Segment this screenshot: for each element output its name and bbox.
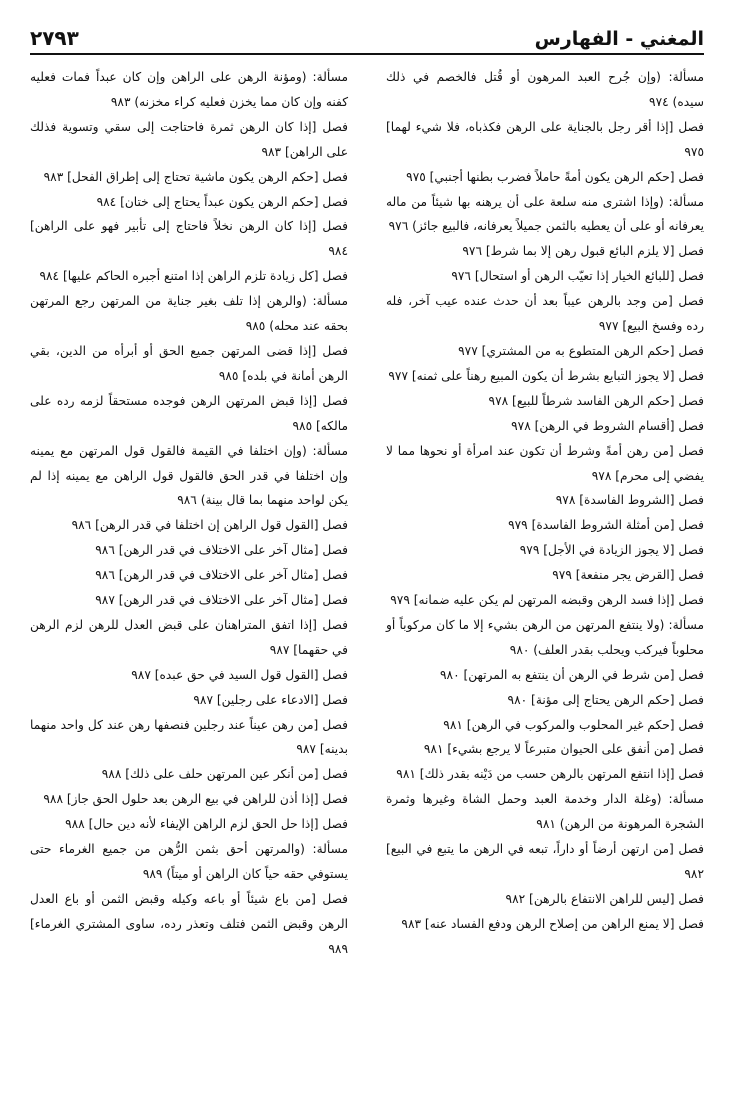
index-entry: فصل [مثال آخر على الاختلاف في قدر الرهن] ٩٨٧ [95,593,348,608]
index-entry: فصل [إذا أقر رجل بالجناية على الرهن فكذباه، فلا شيء لهما] ٩٧٥ [386,119,704,159]
index-entry: فصل [إذا اتفق المتراهنان على قبض العدل للرهن لزم الرهن في حقهما] ٩٨٧ [30,617,348,657]
index-entry: فصل [حكم الرهن يحتاج إلى مؤنة] ٩٨٠ [507,692,704,707]
index-entry: فصل [مثال آخر على الاختلاف في قدر الرهن] ٩٨٦ [95,543,348,558]
page-header [30,18,704,55]
index-entry: فصل [حكم الرهن يكون أمةً حاملاً فضرب بطنها أجنبي] ٩٧٥ [406,169,704,184]
index-entry: فصل [القرض يجر منفعة] ٩٧٩ [552,568,704,583]
index-entry: فصل [ليس للراهن الانتفاع بالرهن] ٩٨٢ [505,891,704,906]
index-entry: فصل [لا يجوز التبايع بشرط أن يكون المبيع رهناً على ثمنه] ٩٧٧ [388,368,704,383]
index-entry: فصل [من أنفق على الحيوان متبرعاً لا يرجع بشيء] ٩٨١ [423,742,704,757]
index-entry: فصل [إذا انتفع المرتهن بالرهن حسب من دَيْنه بقدر ذلك] ٩٨١ [396,767,704,782]
running-title: المغني - الفهارس [534,28,704,50]
index-entry: مسألة: (والمرتهن أحق بثمن الرُّهن من جميع الغرماء حتى يستوفي حقه حياً كان الراهن أو ميتاً) ٩٨٩ [30,842,348,881]
section-title: الفهارس [534,28,619,50]
index-entry: فصل [إذا قضى المرتهن جميع الحق أو أبرأه من الدين، بقي الرهن أمانة في بلده] ٩٨٥ [30,343,348,383]
index-entry: مسألة: (والرهن إذا تلف بغير جناية من المرتهن رجع المرتهن بحقه عند محله) ٩٨٥ [30,294,348,334]
index-entry: فصل [إذا كان الرهن نخلاً فاحتاج إلى تأبير فهو على الراهن] ٩٨٤ [30,219,348,259]
index-entry: فصل [من وجد بالرهن عيباً بعد أن حدث عنده عيب آخر، فله رده وفسخ البيع] ٩٧٧ [386,294,704,334]
index-entry: فصل [أقسام الشروط في الرهن] ٩٧٨ [511,418,704,433]
index-columns [30,65,704,962]
index-entry: مسألة: (وإذا اشترى منه سلعة على أن يرهنه بها شيئاً من ماله يعرفانه أو على أن يعطيه بالثمن جميلاً يعرفانه، فالبيع جائز) ٩٧٦ [386,194,704,234]
index-entry: فصل [الشروط الفاسدة] ٩٧٨ [555,493,704,508]
index-entry: فصل [القول قول السيد في حق عبده] ٩٨٧ [131,667,348,682]
index-entry: فصل [القول قول الراهن إن اختلفا في قدر الرهن] ٩٨٦ [71,518,348,533]
index-entry: فصل [كل زيادة تلزم الراهن إذا امتنع أجبره الحاكم عليها] ٩٨٤ [39,269,348,284]
index-entry: فصل [من باع شيئاً أو باعه وكيله وقبض الثمن أو باع العدل الرهن وقبض الثمن فتلف وتعذر رده، ساوى المشتري الغرماء] ٩٨٩ [30,891,348,956]
book-title: المغني [639,28,704,50]
index-entry: فصل [حكم غير المحلوب والمركوب في الرهن] ٩٨١ [443,717,704,732]
index-entry: فصل [لا يجوز الزيادة في الأجل] ٩٧٩ [519,543,704,558]
index-entry: فصل [من شرط في الرهن أن ينتفع به المرتهن] ٩٨٠ [440,667,704,682]
right-column [386,65,704,962]
index-entry: مسألة: (ومؤنة الرهن على الراهن وإن كان عبداً فمات فعليه كفنه وإن كان مما يخزن فعليه كراء مخزنه) ٩٨٣ [30,70,348,109]
index-entry: مسألة: (ولا ينتفع المرتهن من الرهن بشيء إلا ما كان مركوباً أو محلوباً فيركب ويحلب بقدر العلف) ٩٨٠ [386,617,704,657]
index-entry: فصل [إذا كان الرهن ثمرة فاحتاجت إلى سقي وتسوية فذلك على الراهن] ٩٨٣ [30,119,348,159]
index-entry: فصل [من ارتهن أرضاً أو داراً، تبعه في الرهن ما يتبع في البيع] ٩٨٢ [386,842,704,881]
index-entry: فصل [للبائع الخيار إذا تعيّب الرهن أو استحال] ٩٧٦ [451,269,704,284]
index-entry: مسألة: (وغلة الدار وخدمة العبد وحمل الشاة وغيرها وثمرة الشجرة المرهونة من الرهن) ٩٨١ [386,792,704,832]
index-entry: فصل [حكم الرهن يكون عبداً يحتاج إلى ختان] ٩٨٤ [96,194,348,209]
page-number: ٢٧٩٣ [30,26,79,50]
index-entry: مسألة: (وإن جُرح العبد المرهون أو قُتل فالخصم في ذلك سيده) ٩٧٤ [386,70,704,109]
index-entry: فصل [حكم الرهن الفاسد شرطاً للبيع] ٩٧٨ [488,393,704,408]
index-entry: فصل [إذا حل الحق لزم الراهن الإيفاء لأنه دين حال] ٩٨٨ [65,817,348,832]
index-entry: مسألة: (وإن اختلفا في القيمة فالقول قول المرتهن مع يمينه وإن اختلفا في قدر الحق فالقول قول الراهن مع يمينه إذا لم يكن لواحد منهما بما قال بينة) ٩٨٦ [30,443,348,508]
index-entry: فصل [مثال آخر على الاختلاف في قدر الرهن] ٩٨٦ [95,568,348,583]
index-entry: فصل [الادعاء على رجلين] ٩٨٧ [193,692,348,707]
index-entry: فصل [إذا أذن للراهن في بيع الرهن بعد حلول الحق جاز] ٩٨٨ [43,792,348,807]
index-entry: فصل [إذا قبض المرتهن الرهن فوجده مستحقاً لزمه رده على مالكه] ٩٨٥ [30,393,348,433]
index-entry: فصل [من أنكر عين المرتهن حلف على ذلك] ٩٨٨ [101,767,348,782]
index-entry: فصل [من أمثلة الشروط الفاسدة] ٩٧٩ [508,518,704,533]
index-entry: فصل [حكم الرهن المتطوع به من المشتري] ٩٧٧ [458,343,704,358]
left-column [30,65,348,962]
index-entry: فصل [من رهن عيناً عند رجلين فنصفها رهن عند كل واحد منهما بدينه] ٩٨٧ [30,717,348,757]
index-entry: فصل [لا يمنع الراهن من إصلاح الرهن ودفع الفساد عنه] ٩٨٣ [401,916,704,931]
index-entry: فصل [لا يلزم البائع قبول رهن إلا بما شرط] ٩٧٦ [462,244,704,259]
index-entry: فصل [من رهن أمةً وشرط أن تكون عند امرأة أو نحوها مما لا يفضي إلى محرم] ٩٧٨ [386,443,704,483]
index-entry: فصل [حكم الرهن يكون ماشية تحتاج إلى إطراق الفحل] ٩٨٣ [43,169,348,184]
index-entry: فصل [إذا فسد الرهن وقبضه المرتهن لم يكن عليه ضمانه] ٩٧٩ [390,593,704,608]
